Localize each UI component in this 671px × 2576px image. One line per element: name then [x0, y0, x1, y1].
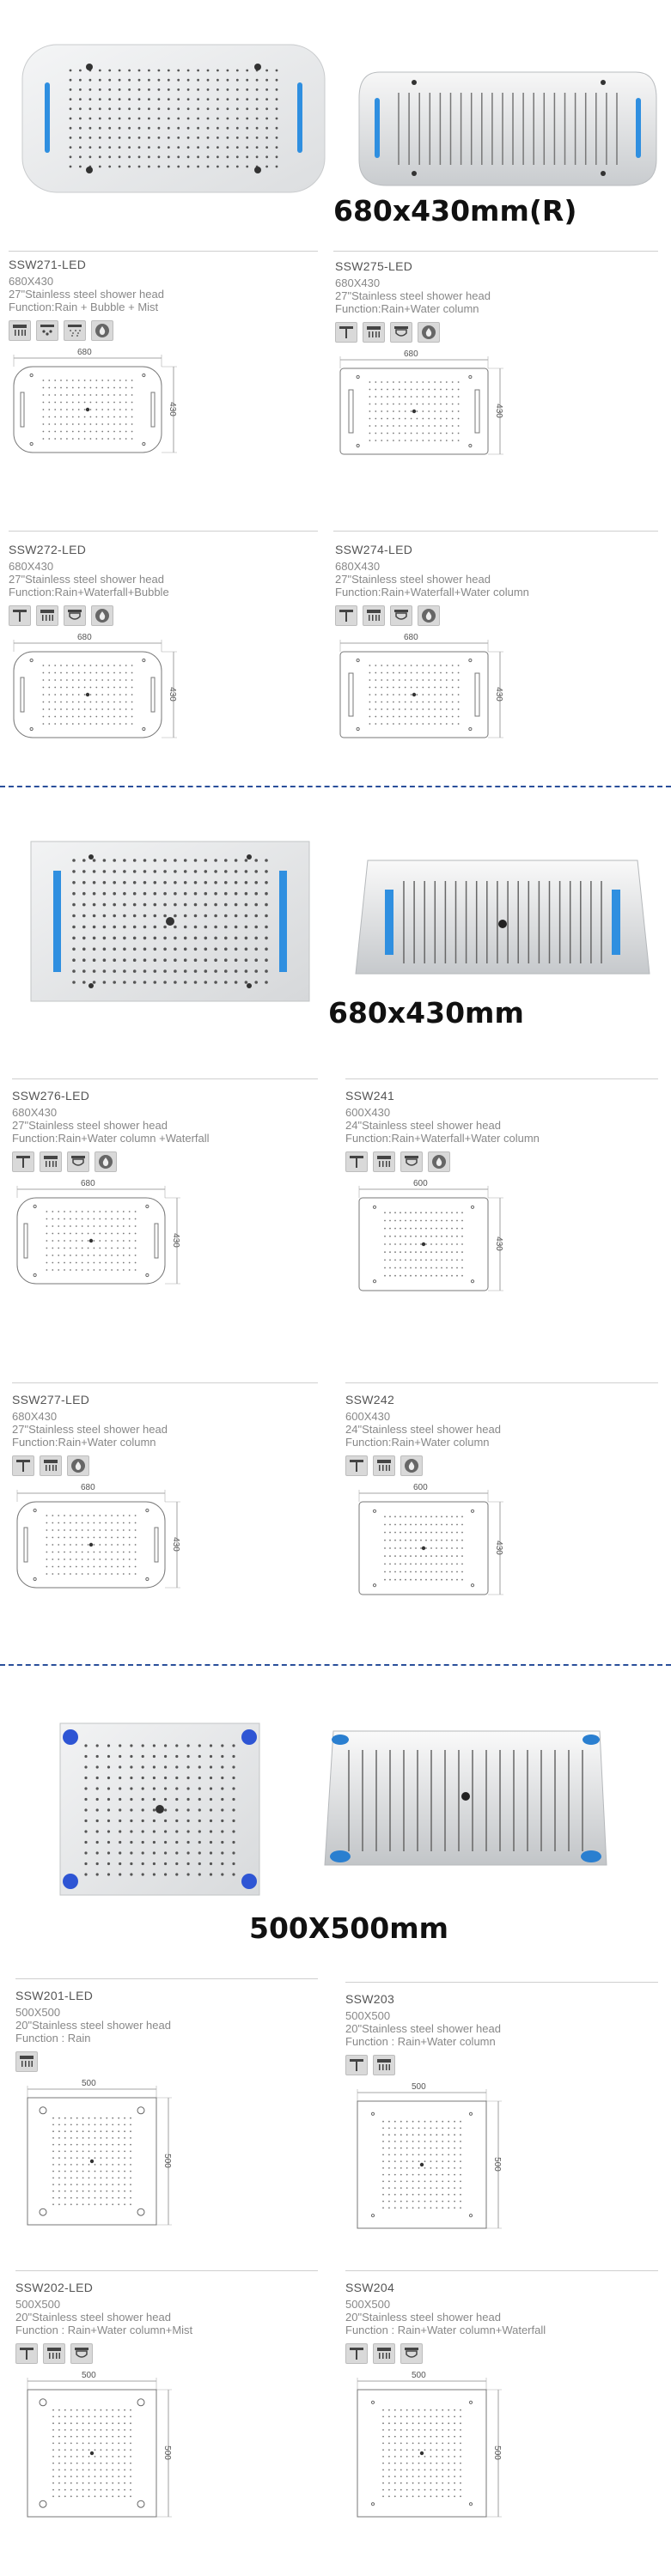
dimension-width-label: 500	[82, 2079, 96, 2088]
dimension-width-label: 500	[82, 2371, 96, 2380]
function-icons	[15, 2051, 187, 2072]
dimension-width-label: 500	[412, 2082, 426, 2092]
product-description: 27"Stainless steel shower head	[12, 1423, 168, 1436]
product-description: 20"Stainless steel shower head	[345, 2022, 501, 2035]
rain-icon	[43, 2343, 65, 2364]
dimension-height-label: 430	[167, 687, 177, 702]
product-card	[345, 1992, 517, 2237]
product-model: SSW272-LED	[9, 543, 87, 556]
technical-drawing	[345, 2371, 517, 2525]
dimension-height-label: 430	[493, 1236, 503, 1251]
column-icon	[12, 1151, 34, 1172]
product-description: 27"Stainless steel shower head	[12, 1119, 168, 1132]
product-model: SSW242	[345, 1393, 395, 1406]
technical-drawing	[345, 1179, 517, 1299]
product-size: 500X500	[15, 2298, 61, 2311]
rain-icon	[373, 1455, 395, 1476]
product-function: Function : Rain	[15, 2032, 91, 2044]
product-description: 24"Stainless steel shower head	[345, 1119, 501, 1132]
divider	[345, 1382, 658, 1383]
product-function: Function:Rain+Water column	[12, 1436, 156, 1449]
divider	[333, 251, 658, 252]
product-size: 680X430	[9, 275, 54, 288]
product-model: SSW271-LED	[9, 258, 87, 271]
product-size: 680X430	[9, 560, 54, 573]
column-icon	[345, 2055, 368, 2075]
drop-icon	[67, 1455, 89, 1476]
product-model: SSW241	[345, 1089, 395, 1103]
product-photo-ssw203-angle	[320, 1722, 612, 1874]
rain-icon	[15, 2051, 38, 2072]
product-description: 27"Stainless steel shower head	[9, 573, 164, 586]
function-icons	[335, 322, 515, 343]
waterfall-icon	[70, 2343, 93, 2364]
dimension-height-label: 430	[493, 687, 503, 702]
technical-drawing	[9, 633, 189, 744]
dimension-height-label: 430	[493, 1540, 503, 1555]
product-function: Function : Rain+Water column	[345, 2035, 496, 2048]
product-card	[15, 1989, 187, 2233]
dimension-height-label: 430	[493, 404, 503, 418]
column-icon	[345, 1455, 368, 1476]
product-card	[9, 543, 189, 744]
dimension-width-label: 680	[81, 1179, 95, 1188]
product-size: 600X430	[345, 1410, 391, 1423]
product-model: SSW202-LED	[15, 2281, 94, 2294]
drop-icon	[95, 1151, 117, 1172]
divider	[9, 251, 318, 252]
product-function: Function:Rain + Bubble + Mist	[9, 301, 159, 313]
rain-icon	[373, 2055, 395, 2075]
product-function: Function : Rain+Water column+Mist	[15, 2324, 193, 2336]
dimension-height-label: 500	[491, 2157, 502, 2172]
function-icons	[345, 2343, 546, 2364]
technical-drawing	[12, 1179, 192, 1291]
column-icon	[12, 1455, 34, 1476]
drop-icon	[400, 1455, 423, 1476]
dimension-width-label: 680	[404, 349, 418, 359]
section-title: 680x430mm(R)	[333, 194, 577, 228]
dimension-height-label: 500	[162, 2154, 172, 2168]
product-card	[15, 2281, 192, 2525]
technical-drawing	[15, 2079, 187, 2233]
product-model: SSW276-LED	[12, 1089, 90, 1103]
product-description: 27"Stainless steel shower head	[335, 289, 491, 302]
dimension-height-label: 430	[170, 1537, 180, 1552]
function-icons	[345, 1151, 540, 1172]
function-icons	[9, 605, 189, 626]
product-function: Function:Rain+Water column	[345, 1436, 490, 1449]
product-card	[12, 1089, 210, 1291]
technical-drawing	[345, 1483, 517, 1603]
column-icon	[335, 322, 357, 343]
divider	[15, 2270, 318, 2271]
product-size: 600X430	[345, 1106, 391, 1119]
product-photo-ssw201-led-front	[57, 1720, 263, 1899]
divider	[9, 531, 318, 532]
product-size: 500X500	[15, 2006, 61, 2019]
product-card	[335, 259, 515, 461]
product-description: 20"Stainless steel shower head	[345, 2311, 501, 2324]
function-icons	[345, 1455, 517, 1476]
function-icons	[345, 2055, 517, 2075]
rain-icon	[373, 2343, 395, 2364]
rain-icon	[373, 1151, 395, 1172]
divider	[345, 1982, 658, 1983]
product-function: Function:Rain+Water column	[335, 302, 479, 315]
function-icons	[335, 605, 529, 626]
dimension-height-label: 500	[491, 2445, 502, 2460]
product-model: SSW277-LED	[12, 1393, 90, 1406]
waterfall-icon	[64, 605, 86, 626]
product-model: SSW203	[345, 1992, 395, 2006]
technical-drawing	[15, 2371, 187, 2525]
rain-icon	[40, 1455, 62, 1476]
function-icons	[9, 320, 189, 341]
divider	[345, 1078, 658, 1079]
dimension-width-label: 680	[404, 633, 418, 642]
product-function: Function : Rain+Water column+Waterfall	[345, 2324, 546, 2336]
product-function: Function:Rain+Waterfall+Bubble	[9, 586, 169, 598]
waterfall-icon	[390, 322, 412, 343]
product-card	[345, 1089, 540, 1299]
product-model: SSW274-LED	[335, 543, 413, 556]
rain-icon	[363, 605, 385, 626]
product-photo-ssw275-led-angle	[354, 64, 662, 192]
section-separator	[0, 786, 671, 787]
dimension-width-label: 680	[81, 1483, 95, 1492]
product-photo-ssw271-led-front	[19, 41, 328, 196]
product-card	[9, 258, 189, 459]
column-icon	[15, 2343, 38, 2364]
dimension-height-label: 430	[167, 402, 177, 416]
technical-drawing	[345, 2082, 517, 2237]
function-icons	[15, 2343, 192, 2364]
product-size: 680X430	[12, 1410, 58, 1423]
function-icons	[12, 1151, 210, 1172]
product-card	[345, 2281, 546, 2525]
rain-icon	[363, 322, 385, 343]
product-photo-ssw277-led-angle	[352, 855, 653, 979]
waterfall-icon	[400, 1151, 423, 1172]
product-card	[12, 1393, 192, 1595]
product-photo-ssw276-led-front	[29, 840, 311, 1003]
product-model: SSW275-LED	[335, 259, 413, 273]
product-function: Function:Rain+Waterfall+Water column	[345, 1132, 540, 1145]
waterfall-icon	[67, 1151, 89, 1172]
dimension-width-label: 500	[412, 2371, 426, 2380]
product-card	[345, 1393, 517, 1603]
dimension-width-label: 600	[413, 1483, 428, 1492]
product-size: 680X430	[335, 276, 381, 289]
product-description: 24"Stainless steel shower head	[345, 1423, 501, 1436]
section-title: 500X500mm	[249, 1911, 448, 1945]
dimension-width-label: 600	[413, 1179, 428, 1188]
divider	[333, 531, 658, 532]
technical-drawing	[335, 633, 515, 744]
product-description: 27"Stainless steel shower head	[9, 288, 164, 301]
drop-icon	[418, 605, 440, 626]
rain-icon	[36, 605, 58, 626]
product-description: 20"Stainless steel shower head	[15, 2311, 171, 2324]
product-description: 27"Stainless steel shower head	[335, 573, 491, 586]
waterfall-icon	[400, 2343, 423, 2364]
product-size: 500X500	[345, 2298, 391, 2311]
waterfall-icon	[390, 605, 412, 626]
technical-drawing	[335, 349, 515, 461]
column-icon	[335, 605, 357, 626]
product-size: 680X430	[335, 560, 381, 573]
section-separator	[0, 1664, 671, 1666]
column-icon	[345, 1151, 368, 1172]
divider	[345, 2270, 658, 2271]
section-title: 680x430mm	[328, 996, 524, 1030]
dimension-height-label: 430	[170, 1233, 180, 1248]
divider	[15, 1978, 318, 1979]
technical-drawing	[9, 348, 189, 459]
column-icon	[345, 2343, 368, 2364]
product-size: 680X430	[12, 1106, 58, 1119]
bubble-icon	[36, 320, 58, 341]
product-description: 20"Stainless steel shower head	[15, 2019, 171, 2032]
product-function: Function:Rain+Water column +Waterfall	[12, 1132, 210, 1145]
dimension-width-label: 680	[77, 348, 92, 357]
column-icon	[9, 605, 31, 626]
divider	[12, 1382, 318, 1383]
product-size: 500X500	[345, 2009, 391, 2022]
drop-icon	[418, 322, 440, 343]
drop-icon	[428, 1151, 450, 1172]
drop-icon	[91, 320, 113, 341]
rain-icon	[40, 1151, 62, 1172]
dimension-height-label: 500	[162, 2445, 172, 2460]
product-model: SSW204	[345, 2281, 395, 2294]
drop-icon	[91, 605, 113, 626]
mist-icon	[64, 320, 86, 341]
divider	[12, 1078, 318, 1079]
rain-icon	[9, 320, 31, 341]
dimension-width-label: 680	[77, 633, 92, 642]
function-icons	[12, 1455, 192, 1476]
technical-drawing	[12, 1483, 192, 1595]
product-card	[335, 543, 529, 744]
product-function: Function:Rain+Waterfall+Water column	[335, 586, 529, 598]
product-model: SSW201-LED	[15, 1989, 94, 2002]
